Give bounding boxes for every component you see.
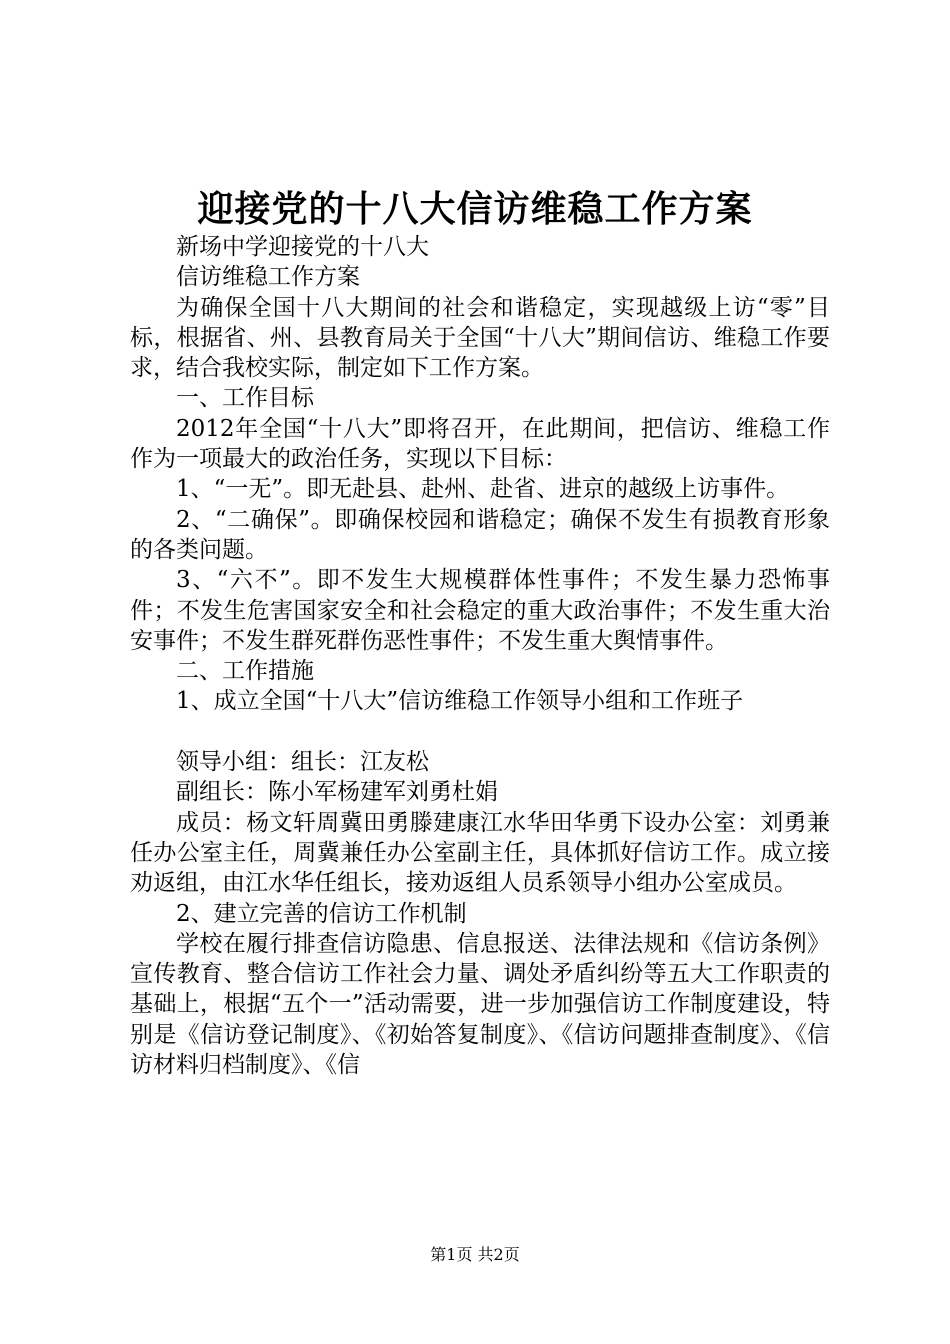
paragraph: 为确保全国十八大期间的社会和谐稳定，实现越级上访“零”目标，根据省、州、县教育局关于全国“十八大”期间信访、维稳工作要求，结合我校实际，制定如下工作方案。: [130, 294, 830, 382]
paragraph: 副组长：陈小军杨建军刘勇杜娟: [176, 779, 498, 806]
paragraph: 信访维稳工作方案: [176, 264, 360, 291]
paragraph: 1、“一无”。即无赴县、赴州、赴省、进京的越级上访事件。: [176, 476, 790, 503]
paragraph: 1、成立全国“十八大”信访维稳工作领导小组和工作班子: [176, 688, 744, 715]
paragraph: 3、“六不”。即不发生大规模群体性事件；不发生暴力恐怖事件；不发生危害国家安全和社会稳定的重大政治事件；不发生重大治安事件；不发生群死群伤恶性事件；不发生重大舆情事件。: [130, 567, 830, 654]
paragraph: 2、建立完善的信访工作机制: [176, 900, 467, 927]
paragraph: 领导小组：组长：江友松: [176, 749, 429, 776]
paragraph: 2、“二确保”。即确保校园和谐稳定；确保不发生有损教育形象的各类问题。: [130, 506, 830, 563]
paragraph: 成员：杨文轩周冀田勇滕建康江水华田华勇下设办公室：刘勇兼任办公室主任，周冀兼任办公室副主任，具体抓好信访工作。成立接劝返组，由江水华任组长，接劝返组人员系领导小组办公室成员。: [130, 809, 830, 897]
paragraph: 学校在履行排查信访隐患、信息报送、法律法规和《信访条例》宣传教育、整合信访工作社会力量、调处矛盾纠纷等五大工作职责的基础上，根据“五个一”活动需要，进一步加强信访工作制度建设，特别是《信访登记制度》、《初始答复制度》、《信访问题排查制度》、《信访材料归档制度》、《信: [130, 930, 830, 1079]
paragraph: 2012年全国“十八大”即将召开，在此期间，把信访、维稳工作作为一项最大的政治任务，实现以下目标：: [130, 415, 830, 473]
page-number-footer: 第1页 共2页: [430, 1245, 520, 1264]
section-heading: 一、工作目标: [176, 385, 314, 412]
paragraph: 新场中学迎接党的十八大: [176, 234, 429, 260]
document-body: [130, 232, 830, 1080]
section-heading: 二、工作措施: [176, 658, 314, 685]
document-title: 迎接党的十八大信访维稳工作方案: [197, 188, 753, 230]
blank-line: [130, 717, 830, 747]
